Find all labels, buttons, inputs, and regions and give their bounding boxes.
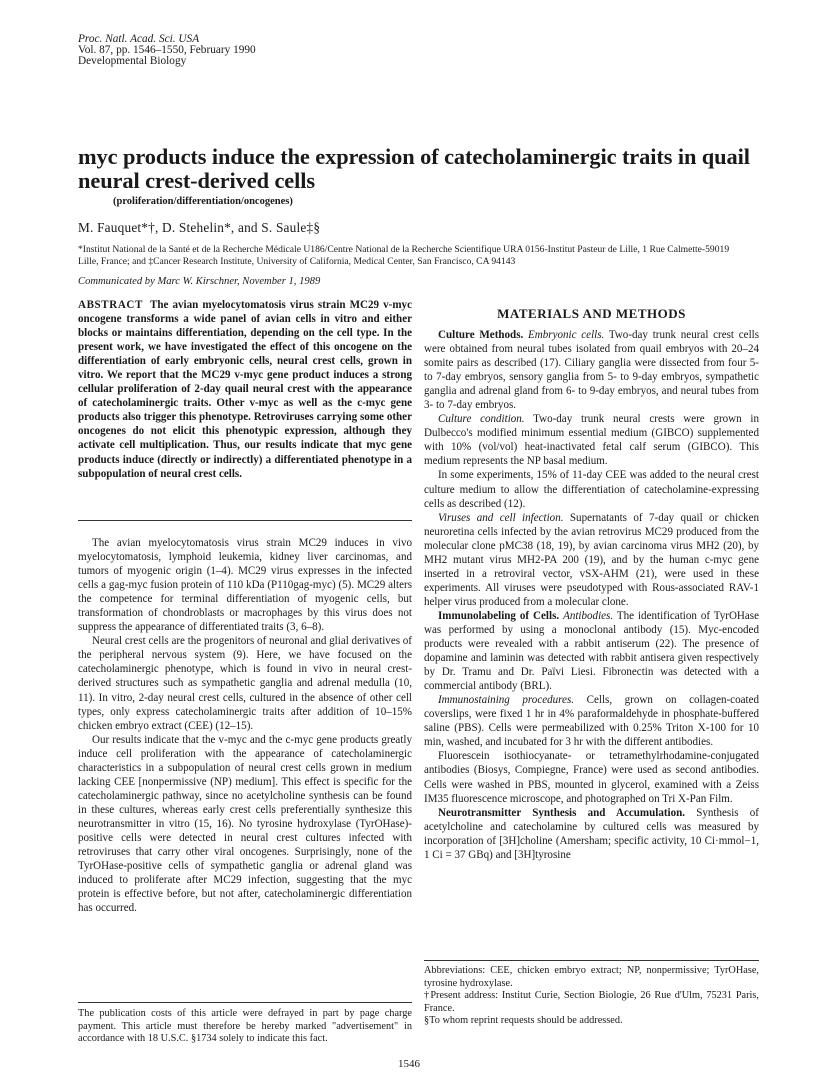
immunolabeling-head: Immunolabeling of Cells. — [438, 609, 560, 622]
intro-paragraph-1: The avian myelocytomatosis virus strain MC29 induces in vivo myelocytomatosis, lymphoid leukemia, kidney liver carcinomas, and tumors of myogenic origin (1–4). MC29 virus expresses in the infected cells a gag-myc fusion protein of 110 kDa (P110gag-myc) (5). MC29 alters the competence for terminal differentiation of myogenic cells, but transformation of chondroblasts or macrophages by this virus does not suppress the appearance of differentiated traits (3, 6–8). — [78, 537, 412, 634]
fluorescein-paragraph: Fluorescein isothiocyanate- or tetramethylrhodamine-conjugated antibodies (Biosys, Compiegne, France) were used as second antibodies. Cells were washed in PBS, mounted in glycerol, examined with a Zeiss IM35 fluorescence microscope, and photographed on Tri X-Pan Film. — [424, 750, 759, 805]
cee-paragraph: In some experiments, 15% of 11-day CEE was added to the neural crest culture medium to allow the differentiation of catecholamine-expressing cells as described (12). — [424, 469, 759, 510]
footnote-reprint: §To whom reprint requests should be addressed. — [424, 1015, 623, 1026]
footnotes — [424, 965, 759, 1028]
immunostaining-paragraph — [424, 693, 759, 749]
intro-paragraph-3: Our results indicate that the v-myc and the c-myc gene products greatly induce cell proliferation with the appearance of catecholaminergic characteristics in a subpopulation of neural crest cells grown in medium lacking CEE [nonpermissive (NP) medium]. This effect is specific for the catecholaminergic pathway, since no acetylcholine synthesis can be found in these cultures, whereas early crest cells preferentially synthesize this neurotransmitter in vitro (15, 16). No tyrosine hydroxylase (TyrOHase)-positive cells were detected in neural crest cultures infected with retroviruses that carry other viral oncogenes. Surprisingly, none of the TyrOHase-positive cells of sympathetic ganglia or adrenal gland was induced to proliferate after MC29 infection, suggesting that the myc protein is effective before, but not after, catecholaminergic differentiation has occurred. — [78, 733, 412, 915]
footnote-divider-right — [424, 960, 759, 961]
viruses-paragraph — [424, 511, 759, 609]
section-heading-methods: MATERIALS AND METHODS — [497, 306, 686, 321]
publication-cost-note: The publication costs of this article were defrayed in part by page charge payment. This article must therefore be hereby marked "advertisement" in accordance with 18 U.S.C. §1734 solely to indicate this fact. — [78, 1008, 412, 1044]
abstract-divider — [78, 520, 412, 521]
affiliations: *Institut National de la Santé et de la Recherche Médicale U186/Centre National de la Recherche Scientifique URA 0156-Institut Pasteur de Lille, 1 Rue Calmette-59019 Lille, France; and ‡Cancer Research Institute, University of California, Medical Center, San Francisco, CA 94143 — [78, 244, 730, 267]
communicated-by: Communicated by Marc W. Kirschner, November 1, 1989 — [78, 276, 321, 287]
footnote-divider-left — [78, 1002, 412, 1003]
embryonic-cells-head: Embryonic cells. — [528, 329, 605, 341]
culture-condition-head: Culture condition. — [438, 413, 525, 426]
journal-name: Proc. Natl. Acad. Sci. USA — [78, 33, 200, 45]
journal-volume: Vol. 87, pp. 1546–1550, February 1990 — [78, 44, 256, 57]
immunostaining-text: Cells, grown on collagen-coated coverslips, were fixed 1 hr in 4% paraformaldehyde in phosphate-buffered saline (PBS). Cells were permeabilized with 0.25% Triton X-100 for 10 min, washed, and incubated for 3 hr with the different antibodies. — [424, 694, 759, 749]
antibodies-paragraph — [424, 609, 759, 693]
keywords: (proliferation/differentiation/oncogenes) — [113, 196, 293, 207]
antibodies-text: The identification of TyrOHase was performed by using a monoclonal antibody (15). Myc-encoded products were revealed with a rabbit antiserum (22). The presence of dopamine and laminin was detected with rabbit antisera given respectively by Dr. Tramu and Dr. Païvi Liesi. Fibronectin was detected with a commercial antibody (BRL). — [424, 609, 760, 693]
neurotransmitter-head: Neurotransmitter Synthesis and Accumulation. — [438, 806, 686, 819]
neurotransmitter-text: Synthesis of acetylcholine and catecholamine by cultured cells was measured by incorporation of [3H]choline (Amersham; specific activity, 10 Ci·mmol−1, 1 Ci = 37 GBq) and [3H]tyrosine — [424, 806, 759, 861]
page-number: 1546 — [398, 1058, 420, 1070]
antibodies-head: Antibodies. — [563, 609, 614, 622]
intro-paragraph-2: Neural crest cells are the progenitors of neuronal and glial derivatives of the peripheral nervous system (9). Here, we have focused on the catecholaminergic phenotype, which is found in vivo in neural crest-derived structures such as sympathetic ganglia and adrenal medulla (10, 11). In vitro, 2-day neural crest cells, cultured in the absence of other cell types, only express catecholaminergic traits after addition of 10–15% chicken embryo extract (CEE) (12–15). — [78, 635, 412, 732]
article-title: myc products induce the expression of catecholaminergic traits in quail neural crest-derived cells — [78, 144, 750, 193]
viruses-head: Viruses and cell infection. — [438, 511, 564, 524]
neurotransmitter-paragraph — [424, 806, 759, 862]
abstract-label: ABSTRACT — [78, 299, 143, 311]
abstract — [78, 298, 412, 481]
culture-methods-head: Culture Methods. — [438, 329, 524, 341]
immunostaining-head: Immunostaining procedures. — [438, 694, 575, 707]
culture-methods-paragraph — [424, 328, 759, 412]
embryonic-cells-text: Two-day trunk neural crest cells were obtained from neural tubes isolated from quail embryos with 20–24 somite pairs as described (17). Ciliary ganglia were dissected from four 5- to 7-day embryos, sensory ganglia from 5- to 9-day embryos, sympathetic ganglia and adrenal gland from 6- to 9-day embryos, and neural tubes from 3- to 7-day embryos. — [424, 329, 760, 412]
authors: M. Fauquet*†, D. Stehelin*, and S. Saule‡§ — [78, 220, 321, 235]
culture-condition-paragraph — [424, 412, 759, 468]
culture-condition-text: Two-day trunk neural crests were grown in Dulbecco's modified minimum essential medium (GIBCO) supplemented with 10% (vol/vol) heat-inactivated fetal calf serum (GIBCO). This medium represents the NP basal medium. — [424, 413, 760, 468]
viruses-text: Supernatants of 7-day quail or chicken neuroretina cells infected by the avian retrovirus MC29 produced from the molecular clone pMC38 (18, 19), by avian carcinoma virus MH2 (20), by MH2 mutant virus MH2-PA 200 (19), and by the human c-myc gene inserted in a retroviral vector, vSX-AHM (21), were used in these experiments. All viruses were pseudotyped with Rous-associated RAV-1 helper virus produced from a molecular clone. — [424, 511, 760, 608]
introduction — [78, 536, 412, 915]
footnote-abbreviations: Abbreviations: CEE, chicken embryo extract; NP, nonpermissive; TyrOHase, tyrosine hydroxylase. — [424, 965, 759, 989]
journal-section: Developmental Biology — [78, 55, 187, 68]
footnote-present-address: †Present address: Institut Curie, Section Biologie, 26 Rue d'Ulm, 75231 Paris, France. — [424, 990, 759, 1014]
abstract-text: The avian myelocytomatosis virus strain MC29 v-myc oncogene transforms a wide panel of avian cells in vitro and either blocks or maintains differentiation, depending on the cell type. In the present work, we have investigated the effect of this oncogene on the differentiation of early embryonic cells, neural crest cells, grown in vitro. We report that the MC29 v-myc gene product induces a strong cellular proliferation of 2-day quail neural crest with the appearance of catecholaminergic traits. Other v-myc as well as the c-myc gene products also trigger this phenotype. Retroviruses carrying some other oncogenes do not elicit this phenotypic expression, although they activate cell multiplication. Thus, our results indicate that myc gene products induce (directly or indirectly) a differentiated phenotype in a subpopulation of neural crest cells. — [78, 299, 412, 480]
journal-header — [78, 34, 256, 68]
methods-body — [424, 328, 759, 862]
